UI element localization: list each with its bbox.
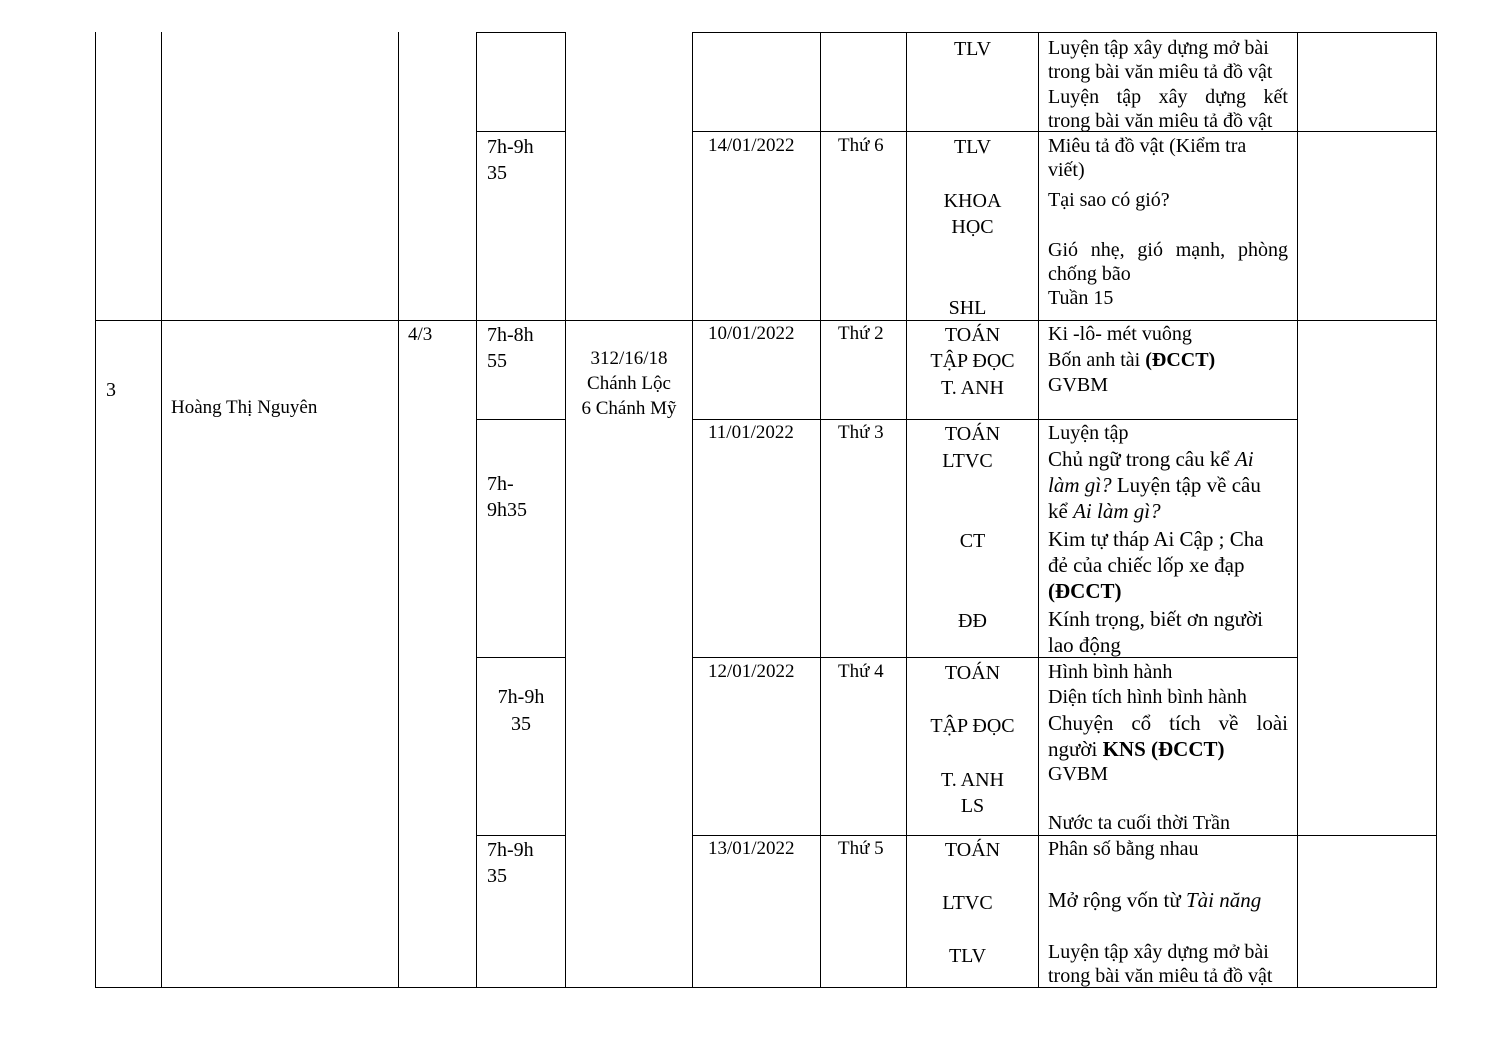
lesson-line: Ki -lô- mét vuông xyxy=(1048,323,1192,345)
weekday-cell: Thứ 3 xyxy=(838,422,884,443)
grid-hline xyxy=(476,657,566,658)
subject-cell: TOÁN xyxy=(944,423,1001,445)
grid-vline xyxy=(476,32,477,988)
lesson-line: chống bão xyxy=(1048,263,1131,285)
subject-cell: TẬP ĐỌC xyxy=(930,715,1015,737)
lesson-line xyxy=(1048,887,1261,913)
lesson-line: trong bài văn miêu tả đồ vật xyxy=(1048,965,1273,987)
lesson-line: Tuần 15 xyxy=(1048,287,1114,309)
time-cell: 35 xyxy=(487,162,507,184)
subject-cell: TLV xyxy=(953,136,992,158)
lesson-word: tích xyxy=(1169,711,1201,735)
lesson-text: Bốn anh tài xyxy=(1048,349,1146,371)
lesson-line: lao động xyxy=(1048,633,1121,657)
subject-cell: CT xyxy=(959,530,986,552)
lesson-line: Luyện tập xyxy=(1048,422,1129,444)
address-line: 312/16/18 xyxy=(590,348,668,369)
subject-cell: LTVC xyxy=(942,450,993,472)
weekday-cell: Thứ 2 xyxy=(838,323,884,344)
lesson-line: Hình bình hành xyxy=(1048,661,1173,683)
grid-hline xyxy=(476,32,566,33)
grid-vline xyxy=(1297,32,1298,988)
time-cell: 35 xyxy=(511,713,531,735)
date-cell: 11/01/2022 xyxy=(708,422,794,443)
grid-hline xyxy=(476,419,566,420)
lesson-word: dựng xyxy=(1205,86,1246,108)
weekday-cell: Thứ 4 xyxy=(838,661,884,682)
grid-hline xyxy=(692,657,1298,658)
lesson-word: gió xyxy=(1137,239,1163,261)
time-cell: 35 xyxy=(487,865,507,887)
address-line: 6 Chánh Mỹ xyxy=(581,398,677,419)
stt-cell: 3 xyxy=(106,379,116,401)
subject-cell: TOÁN xyxy=(944,324,1001,346)
lesson-line xyxy=(1048,472,1261,498)
grid-vline xyxy=(95,32,96,988)
time-cell: 55 xyxy=(487,350,507,372)
lesson-word: phòng xyxy=(1237,239,1288,261)
grid-vline xyxy=(398,32,399,988)
grid-hline xyxy=(692,32,1437,33)
lesson-word: kết xyxy=(1263,86,1288,108)
lesson-word: tập xyxy=(1116,86,1142,108)
date-cell: 12/01/2022 xyxy=(708,661,795,682)
lesson-word: cổ xyxy=(1131,711,1152,735)
weekday-cell: Thứ 5 xyxy=(838,838,884,859)
subject-cell: TLV xyxy=(948,945,987,967)
lesson-line: Nước ta cuối thời Trần xyxy=(1048,812,1230,834)
lesson-word: mạnh, xyxy=(1175,239,1226,261)
date-cell: 13/01/2022 xyxy=(708,838,795,859)
lesson-line: Luyện tập xây dựng mở bài xyxy=(1048,941,1269,963)
lesson-text: kể xyxy=(1048,499,1074,523)
lesson-line: viết) xyxy=(1048,159,1085,181)
lesson-bold: (ĐCCT) xyxy=(1145,349,1216,371)
time-cell: 9h35 xyxy=(487,499,527,521)
lesson-text: người xyxy=(1048,737,1103,761)
lesson-line: đẻ của chiếc lốp xe đạp xyxy=(1048,553,1245,577)
subject-cell: TOÁN xyxy=(944,662,1001,684)
lesson-italic: làm gì? xyxy=(1048,473,1112,497)
time-cell: 7h-9h xyxy=(487,839,534,861)
lesson-bold: (ĐCCT) xyxy=(1048,579,1122,603)
grid-vline xyxy=(692,32,693,988)
subject-cell: T. ANH xyxy=(941,769,1004,791)
lesson-line: Miêu tả đồ vật (Kiểm tra xyxy=(1048,135,1247,157)
lesson-word: nhẹ, xyxy=(1090,239,1125,261)
lesson-word: Chuyện xyxy=(1048,711,1114,735)
lesson-word: về xyxy=(1218,711,1239,735)
grid-hline xyxy=(476,131,566,132)
subject-cell: ĐĐ xyxy=(958,610,987,632)
grid-vline xyxy=(820,32,821,988)
lesson-line: Diện tích hình bình hành xyxy=(1048,686,1247,708)
subject-cell: T. ANH xyxy=(941,377,1004,399)
teacher-name: Hoàng Thị Nguyên xyxy=(171,397,318,418)
lesson-line xyxy=(1048,736,1225,762)
lesson-italic: Ai xyxy=(1234,447,1254,471)
grid-vline xyxy=(161,32,162,988)
date-cell: 10/01/2022 xyxy=(708,323,795,344)
subject-cell: HỌC xyxy=(951,216,994,238)
lesson-text: Chủ ngữ trong câu kể xyxy=(1048,447,1235,471)
grid-vline xyxy=(1038,32,1039,988)
lesson-line: trong bài văn miêu tả đồ vật xyxy=(1048,61,1273,83)
lesson-line: Tại sao có gió? xyxy=(1048,189,1170,211)
weekday-cell: Thứ 6 xyxy=(838,135,884,156)
lesson-line xyxy=(1048,710,1288,736)
subject-cell: TLV xyxy=(953,38,992,60)
lesson-line xyxy=(1048,84,1288,110)
lesson-word: loài xyxy=(1256,711,1288,735)
time-cell: 7h- xyxy=(487,473,514,495)
lesson-text: Luyện tập về câu xyxy=(1111,473,1261,497)
lesson-word: Luyện xyxy=(1048,86,1100,108)
lesson-bold: KNS (ĐCCT) xyxy=(1102,737,1225,761)
grid-hline xyxy=(476,835,566,836)
lesson-line: trong bài văn miêu tả đồ vật xyxy=(1048,110,1273,132)
subject-cell: LS xyxy=(960,795,985,817)
lesson-line: GVBM xyxy=(1048,763,1109,785)
grid-vline xyxy=(1436,32,1437,988)
class-cell: 4/3 xyxy=(408,324,433,345)
lesson-line xyxy=(1048,578,1122,604)
subject-cell: SHL xyxy=(948,297,987,319)
subject-cell: KHOA xyxy=(943,190,1002,212)
lesson-line: Luyện tập xây dựng mở bài xyxy=(1048,37,1269,59)
time-cell: 7h-9h xyxy=(487,136,534,158)
lesson-word: Gió xyxy=(1048,239,1078,261)
lesson-italic: Ai làm gì? xyxy=(1073,499,1161,523)
lesson-line: Kim tự tháp Ai Cập ; Cha xyxy=(1048,527,1264,551)
lesson-line: GVBM xyxy=(1048,374,1109,396)
lesson-word: xây xyxy=(1158,86,1188,108)
time-cell: 7h-9h xyxy=(497,686,545,708)
grid-vline xyxy=(565,32,566,988)
lesson-line xyxy=(1048,498,1161,524)
subject-cell: TẬP ĐỌC xyxy=(930,350,1015,372)
date-cell: 14/01/2022 xyxy=(708,135,795,156)
lesson-line xyxy=(1048,446,1254,472)
lesson-italic: Tài năng xyxy=(1186,888,1262,912)
lesson-line xyxy=(1048,237,1288,263)
lesson-line xyxy=(1048,347,1215,373)
subject-cell: LTVC xyxy=(942,892,993,914)
time-cell: 7h-8h xyxy=(487,324,534,346)
lesson-line: Kính trọng, biết ơn người xyxy=(1048,607,1263,631)
lesson-text: Mở rộng vốn từ xyxy=(1048,888,1186,912)
address-line: Chánh Lộc xyxy=(587,373,671,394)
subject-cell: TOÁN xyxy=(944,839,1001,861)
lesson-line: Phân số bằng nhau xyxy=(1048,838,1199,860)
